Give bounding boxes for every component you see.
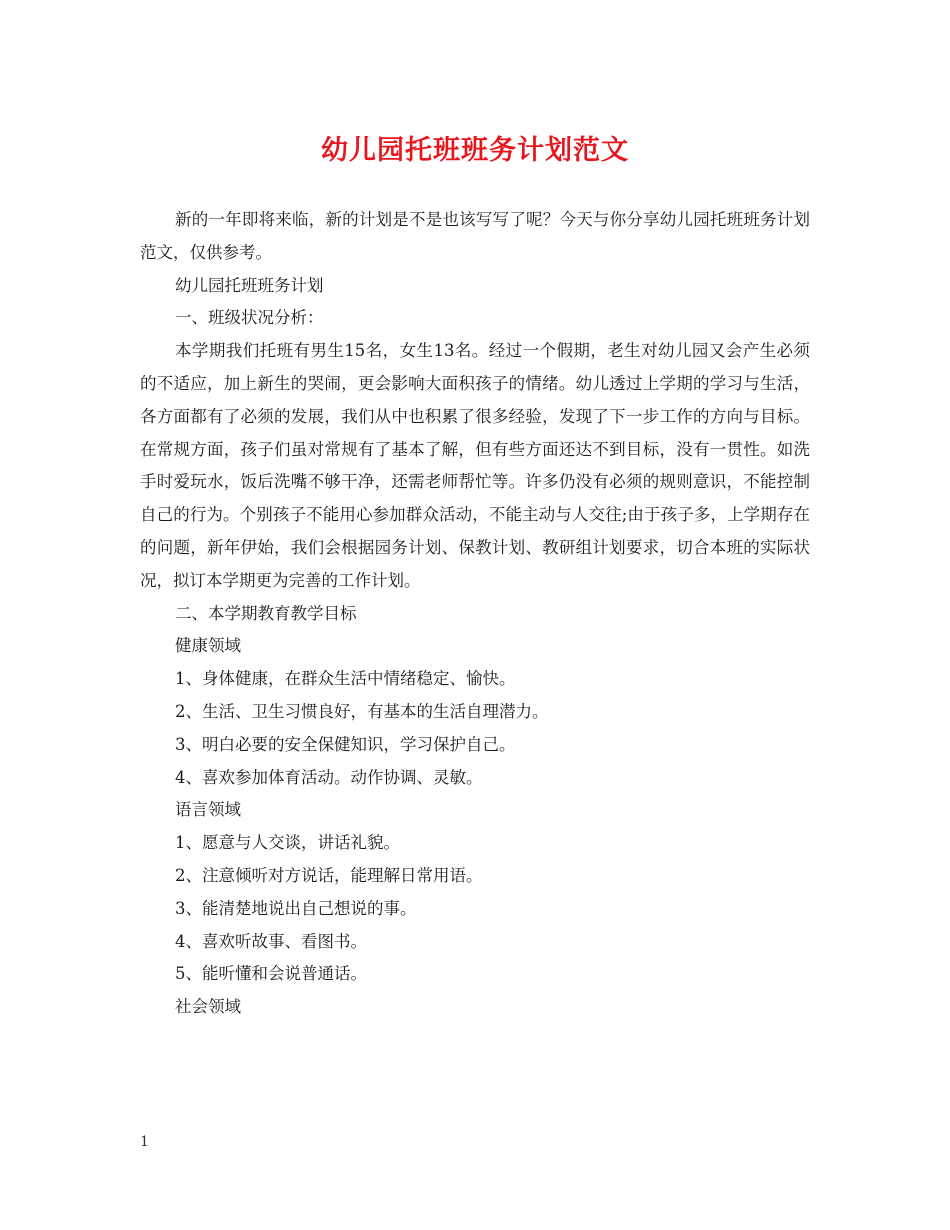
list-item: 1、愿意与人交谈，讲话礼貌。 bbox=[175, 833, 400, 853]
list-item: 3、能清楚地说出自己想说的事。 bbox=[175, 898, 417, 918]
subheading-language: 语言领域 bbox=[175, 800, 241, 820]
list-item: 2、生活、卫生习惯良好，有基本的生活自理潜力。 bbox=[175, 701, 549, 721]
list-item: 1、身体健康，在群众生活中情绪稳定、愉快。 bbox=[175, 669, 516, 689]
section-heading-teaching-goals: 二、本学期教育教学目标 bbox=[175, 603, 357, 623]
plan-heading: 幼儿园托班班务计划 bbox=[175, 275, 324, 295]
document-title: 幼儿园托班班务计划范文 bbox=[321, 135, 629, 166]
subheading-health: 健康领域 bbox=[175, 636, 241, 656]
list-item: 3、明白必要的安全保健知识，学习保护自己。 bbox=[175, 734, 516, 754]
intro-paragraph: 新的一年即将来临，新的计划是不是也该写写了呢？今天与你分享幼儿园托班班务计划范文，仅供参考。 bbox=[140, 210, 810, 262]
list-item: 2、注意倾听对方说话，能理解日常用语。 bbox=[175, 865, 483, 885]
list-item: 4、喜欢听故事、看图书。 bbox=[175, 931, 367, 951]
section-heading-class-analysis: 一、班级状况分析： bbox=[175, 308, 324, 328]
page-number: 1 bbox=[140, 1134, 149, 1150]
list-item: 5、能听懂和会说普通话。 bbox=[175, 964, 367, 984]
subheading-social: 社会领域 bbox=[175, 997, 241, 1017]
list-item: 4、喜欢参加体育活动。动作协调、灵敏。 bbox=[175, 767, 483, 787]
document-body bbox=[140, 204, 810, 1024]
class-analysis-paragraph: 本学期我们托班有男生15名，女生13名。经过一个假期，老生对幼儿园又会产生必须的不适应，加上新生的哭闹，更会影响大面积孩子的情绪。幼儿透过上学期的学习与生活，各方面都有了必须的发展，我们从中也积累了很多经验，发现了下一步工作的方向与目标。在常规方面，孩子们虽对常规有了基本了解，但有些方面还达不到目标，没有一贯性。如洗手时爱玩水，饭后洗嘴不够干净，还需老师帮忙等。许多仍没有必须的规则意识，不能控制自己的行为。个别孩子不能用心参加群众活动，不能主动与人交往;由于孩子多，上学期存在的问题，新年伊始，我们会根据园务计划、保教计划、教研组计划要求，切合本班的实际状况，拟订本学期更为完善的工作计划。 bbox=[140, 341, 810, 590]
